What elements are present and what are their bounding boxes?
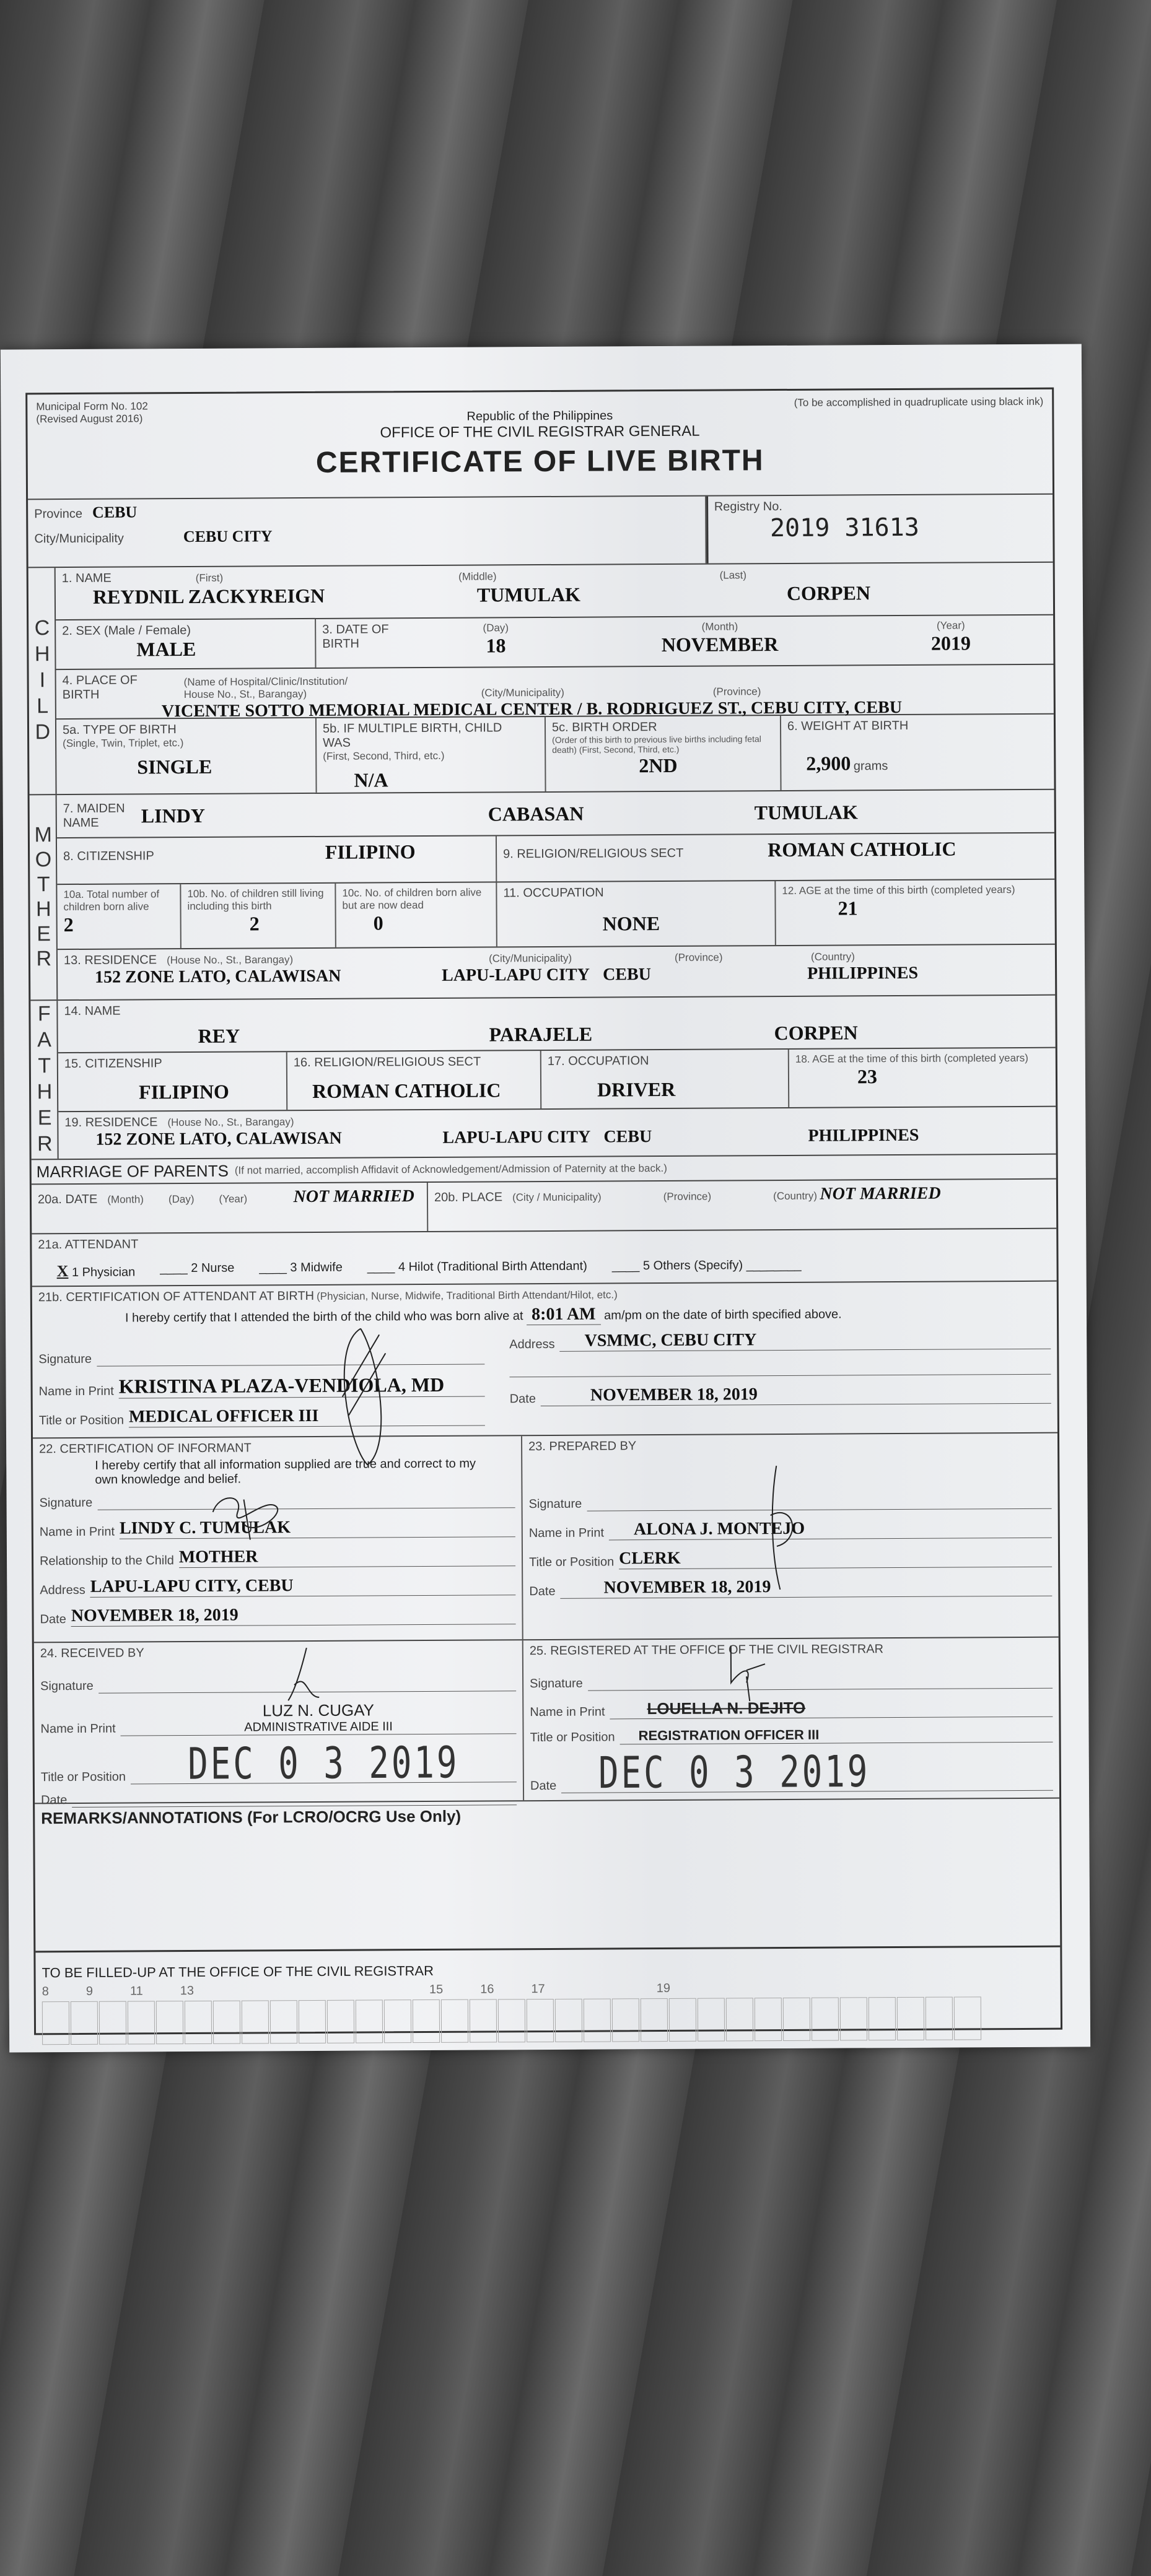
informant-label: 22. CERTIFICATION OF INFORMANT: [39, 1441, 252, 1456]
order-hint: (Order of this birth to previous live births including fetal death) (First, Second, Third, etc.): [552, 734, 761, 755]
attendant-date: NOVEMBER 18, 2019: [590, 1385, 758, 1405]
father-citizenship: FILIPINO: [138, 1080, 229, 1103]
child-section: [28, 563, 1054, 796]
father-province: CEBU: [603, 1127, 652, 1147]
residence-city-label: (City/Municipality): [488, 952, 572, 965]
mother-section: [30, 790, 1056, 1001]
attendant-label: 21a. ATTENDANT: [38, 1237, 139, 1252]
informant-name: LINDY C. TUMULAK: [119, 1518, 291, 1538]
marriage-title: MARRIAGE OF PARENTS: [36, 1161, 229, 1181]
name-label: Name in Print: [530, 1705, 605, 1720]
birth-month: NOVEMBER: [661, 633, 779, 656]
remarks-label: REMARKS/ANNOTATIONS (For LCRO/OCRG Use Only): [41, 1806, 462, 1828]
code-label: 15: [429, 1982, 444, 1996]
mother-first-name: LINDY: [141, 804, 205, 827]
father-age-label: 18. AGE at the time of this birth (completed years): [795, 1051, 1028, 1065]
date-label: Date: [509, 1392, 536, 1406]
title-label: Title or Position: [530, 1730, 615, 1745]
father-country: PHILIPPINES: [808, 1125, 919, 1146]
name-label: Name in Print: [39, 1525, 115, 1539]
father-residence-hint: (House No., St., Barangay): [167, 1116, 294, 1129]
child-sex: MALE: [136, 637, 196, 661]
father-city: LAPU-LAPU CITY: [442, 1127, 591, 1147]
birth-year: 2019: [930, 632, 971, 655]
father-religion-label: 16. RELIGION/RELIGIOUS SECT: [293, 1055, 481, 1070]
city-value: CEBU CITY: [183, 527, 273, 546]
mother-occupation: NONE: [602, 912, 660, 935]
registered-title: REGISTRATION OFFICER III: [638, 1726, 820, 1744]
option-label: 3 Midwife: [290, 1260, 343, 1275]
birth-certificate-paper: [1, 344, 1090, 2052]
attendant-option-hilot[interactable]: ____ 4 Hilot (Traditional Birth Attendant): [367, 1259, 587, 1274]
children-living-label: 10b. No. of children still living including this birth: [187, 887, 324, 913]
signature-label: Signature: [38, 1352, 92, 1367]
type-hint: (Single, Twin, Triplet, etc.): [63, 737, 184, 750]
attendant-certification: [32, 1282, 1057, 1439]
code-label: 13: [180, 1983, 195, 1998]
middle-label: (Middle): [458, 570, 497, 583]
marriage-country-label: (Country): [773, 1190, 818, 1203]
birth-type: SINGLE: [137, 755, 212, 778]
place-city-label: (City/Municipality): [481, 686, 564, 699]
father-side-label: FATHER: [30, 1001, 58, 1159]
place-province-label: (Province): [712, 685, 761, 698]
child-name-label: 1. NAME: [61, 571, 112, 586]
address-label: Address: [509, 1337, 555, 1352]
residence-province-label: (Province): [674, 951, 723, 964]
province-value: CEBU: [92, 503, 138, 521]
mother-country: PHILIPPINES: [807, 963, 919, 983]
date-label: Date: [40, 1612, 66, 1627]
mother-city: LAPU-LAPU CITY: [442, 965, 590, 985]
mother-citizenship: FILIPINO: [325, 840, 416, 863]
option-label: 4 Hilot (Traditional Birth Attendant): [398, 1259, 587, 1274]
marriage-date: NOT MARRIED: [293, 1186, 414, 1207]
father-religion: ROMAN CATHOLIC: [312, 1079, 501, 1102]
birth-order: 2ND: [639, 754, 678, 777]
marriage-year-label: (Year): [219, 1193, 248, 1205]
father-occupation: DRIVER: [597, 1077, 676, 1101]
last-label: (Last): [719, 569, 747, 581]
marriage-hint: (If not married, accomplish Affidavit of Acknowledgement/Admission of Paternity at the back.): [234, 1162, 667, 1177]
registered-date-stamp: DEC 0 3 2019: [598, 1746, 870, 1799]
place-hint: (Name of Hospital/Clinic/Institution/ House No., St., Barangay): [183, 675, 348, 701]
received-signature-line: [98, 1690, 516, 1694]
month-label: (Month): [701, 620, 738, 633]
father-section: [30, 996, 1056, 1160]
year-label: (Year): [936, 619, 965, 632]
birth-weight: 2,900: [806, 752, 851, 775]
child-first-name: REYDNIL ZACKYREIGN: [92, 584, 325, 608]
attendant-option-physician[interactable]: [57, 1261, 136, 1281]
remarks-section: [35, 1799, 1060, 1953]
registered-name: LOUELLA N. DEJITO: [647, 1698, 806, 1718]
code-label: 9: [85, 1984, 94, 1998]
informant-prepared-row: [33, 1434, 1059, 1643]
mother-religion: ROMAN CATHOLIC: [768, 837, 956, 861]
mother-name-label: 7. MAIDEN NAME: [63, 801, 125, 830]
children-born-alive: 2: [63, 913, 74, 936]
mother-last-name: TUMULAK: [754, 800, 858, 824]
mother-religion-label: 9. RELIGION/RELIGIOUS SECT: [503, 846, 684, 861]
mother-side-label: MOTHER: [30, 795, 58, 999]
republic-label: Republic of the Philippines: [466, 409, 613, 424]
province-label: Province: [34, 507, 83, 521]
code-label: 11: [129, 1984, 143, 1998]
certification-text: I hereby certify that I attended the birth of the child who was born alive at: [125, 1309, 523, 1325]
child-middle-name: TUMULAK: [476, 583, 581, 606]
birth-day: 18: [486, 634, 506, 657]
title-label: Title or Position: [38, 1413, 125, 1428]
option-label: 2 Nurse: [191, 1261, 235, 1275]
certificate-title: CERTIFICATE OF LIVE BIRTH: [315, 444, 764, 479]
mother-address: 152 ZONE LATO, CALAWISAN: [95, 966, 341, 987]
city-label: City/Municipality: [34, 531, 124, 546]
received-date-stamp: DEC 0 3 2019: [188, 1737, 460, 1790]
prepared-date: NOVEMBER 18, 2019: [603, 1577, 771, 1598]
option-label: 1 Physician: [71, 1265, 136, 1280]
father-name-label: 14. NAME: [64, 1004, 121, 1019]
marriage-row: [32, 1180, 1056, 1235]
mother-residence-label: 13. RESIDENCE: [63, 953, 157, 968]
attendant-option-midwife[interactable]: ____ 3 Midwife: [259, 1260, 343, 1275]
office-codes: [42, 1980, 1054, 1999]
code-label: 8: [42, 1985, 49, 1999]
multiple-hint: (First, Second, Third, etc.): [323, 749, 445, 762]
prepared-signature-line: [587, 1508, 1051, 1512]
weight-label: 6. WEIGHT AT BIRTH: [787, 718, 909, 733]
mother-province: CEBU: [603, 965, 651, 985]
attendant-row: [32, 1229, 1056, 1287]
marriage-month-label: (Month): [107, 1193, 144, 1206]
attendant-address: VSMMC, CEBU CITY: [584, 1330, 757, 1351]
certification-hint: (Physician, Nurse, Midwife, Traditional Birth Attendant/Hilot, etc.): [317, 1289, 618, 1302]
father-address: 152 ZONE LATO, CALAWISAN: [95, 1128, 342, 1149]
name-label: Name in Print: [528, 1526, 605, 1541]
residence-hint: (House No., St., Barangay): [166, 954, 294, 967]
received-registered-row: [34, 1638, 1059, 1808]
name-label: Name in Print: [40, 1721, 116, 1736]
children-dead: 0: [373, 912, 383, 934]
father-occupation-label: 17. OCCUPATION: [547, 1054, 649, 1068]
informant-date: NOVEMBER 18, 2019: [71, 1605, 239, 1626]
certification-text-end: am/pm on the date of birth specified above.: [604, 1307, 842, 1323]
date-label: Date: [41, 1793, 68, 1808]
attendant-option-nurse[interactable]: ____ 2 Nurse: [160, 1261, 235, 1276]
type-label: 5a. TYPE OF BIRTH: [62, 723, 177, 738]
child-side-label: CHILD: [28, 568, 57, 794]
title-label: Title or Position: [529, 1555, 615, 1570]
dob-label: 3. DATE OF BIRTH: [322, 622, 389, 651]
residence-country-label: (Country): [810, 951, 855, 963]
marriage-province-label: (Province): [663, 1190, 712, 1203]
father-residence-label: 19. RESIDENCE: [64, 1115, 158, 1130]
day-label: (Day): [483, 622, 509, 634]
marriage-day-label: (Day): [168, 1193, 195, 1206]
title-label: Title or Position: [40, 1770, 126, 1785]
mother-middle-name: CABASAN: [488, 802, 584, 825]
marriage-place: NOT MARRIED: [820, 1183, 941, 1204]
registered-label: 25. REGISTERED AT THE OFFICE OF THE CIVIL REGISTRAR: [529, 1642, 884, 1658]
office-label: OFFICE OF THE CIVIL REGISTRAR GENERAL: [380, 422, 700, 442]
father-age: 23: [857, 1065, 878, 1088]
multiple-label: 5b. IF MULTIPLE BIRTH, CHILD WAS: [322, 721, 502, 750]
father-last-name: CORPEN: [774, 1021, 858, 1045]
informant-address: LAPU-LAPU CITY, CEBU: [90, 1576, 294, 1596]
attendant-option-others[interactable]: ____ 5 Others (Specify) ________: [611, 1258, 802, 1273]
children-born-alive-label: 10a. Total number of children born alive: [63, 888, 160, 913]
location-row: [28, 495, 1053, 568]
received-signature: [282, 1648, 325, 1704]
date-label: Date: [529, 1584, 556, 1599]
father-citizenship-label: 15. CITIZENSHIP: [64, 1056, 162, 1071]
office-code-boxes: [42, 1996, 1054, 2048]
first-label: (First): [195, 572, 224, 584]
ink-instruction: (To be accomplished in quadruplicate using black ink): [794, 395, 1044, 409]
date-label: Date: [530, 1778, 557, 1793]
mother-citizenship-label: 8. CITIZENSHIP: [63, 849, 154, 864]
relationship-label: Relationship to the Child: [40, 1554, 174, 1569]
office-use-label: TO BE FILLED-UP AT THE OFFICE OF THE CIVIL REGISTRAR: [42, 1962, 434, 1981]
mother-occupation-label: 11. OCCUPATION: [503, 886, 604, 900]
prepared-name: ALONA J. MONTEJO: [633, 1518, 805, 1539]
code-label: 17: [531, 1982, 545, 1996]
father-middle-name: PARAJELE: [489, 1022, 593, 1046]
place-of-birth: VICENTE SOTTO MEMORIAL MEDICAL CENTER / B. RODRIGUEZ ST., CEBU CITY, CEBU: [161, 697, 903, 721]
marriage-place-label: 20b. PLACE: [434, 1190, 503, 1204]
weight-unit: grams: [853, 759, 888, 773]
attendant-name: KRISTINA PLAZA-VENDIOLA, MD: [118, 1373, 445, 1398]
attendant-check-mark: X: [56, 1262, 69, 1281]
children-dead-label: 10c. No. of children born alive but are now dead: [342, 886, 482, 912]
order-label: 5c. BIRTH ORDER: [551, 720, 657, 734]
form-header: [27, 389, 1053, 500]
mother-age-label: 12. AGE at the time of this birth (completed years): [782, 884, 1015, 897]
certification-label: 21b. CERTIFICATION OF ATTENDANT AT BIRTH: [38, 1289, 315, 1305]
registry-label: Registry No.: [714, 499, 782, 514]
informant-signature-line: [97, 1507, 515, 1510]
received-label: 24. RECEIVED BY: [40, 1646, 144, 1661]
sex-label: 2. SEX (Male / Female): [62, 623, 191, 638]
children-living: 2: [249, 912, 260, 935]
code-label: 19: [656, 1981, 671, 1996]
registered-signature-line: [588, 1688, 1053, 1691]
received-name: LUZ N. CUGAY: [262, 1700, 375, 1720]
address-label: Address: [40, 1583, 85, 1598]
registry-number: 2019 31613: [769, 513, 919, 543]
mother-age: 21: [838, 897, 858, 920]
marriage-date-label: 20a. DATE: [37, 1192, 98, 1207]
place-label: 4. PLACE OF BIRTH: [62, 673, 138, 702]
signature-label: Signature: [530, 1676, 583, 1691]
signature-label: Signature: [40, 1679, 94, 1694]
signature-label: Signature: [39, 1495, 93, 1510]
code-label: 16: [480, 1982, 494, 1996]
office-use-section: [35, 1947, 1061, 2034]
name-label: Name in Print: [38, 1384, 114, 1399]
child-last-name: CORPEN: [786, 581, 871, 604]
informant-relationship: MOTHER: [178, 1547, 258, 1567]
form-number: Municipal Form No. 102: [36, 400, 148, 413]
form-revision: (Revised August 2016): [36, 412, 143, 425]
signature-label: Signature: [528, 1497, 582, 1512]
attendant-title: MEDICAL OFFICER III: [128, 1406, 319, 1427]
informant-statement: I hereby certify that all information supplied are true and correct to my own knowledge and belief.: [95, 1456, 476, 1487]
multiple-birth: N/A: [354, 768, 388, 791]
attendant-signature-line: [97, 1364, 484, 1367]
marriage-city-label: (City / Municipality): [512, 1191, 602, 1204]
certificate-form: [25, 388, 1062, 2035]
prepared-label: 23. PREPARED BY: [528, 1439, 637, 1454]
received-title: ADMINISTRATIVE AIDE III: [244, 1720, 393, 1734]
prepared-title: CLERK: [619, 1548, 681, 1569]
option-label: 5 Others (Specify): [642, 1258, 743, 1273]
birth-time: 8:01 AM: [527, 1305, 601, 1326]
father-first-name: REY: [198, 1024, 240, 1047]
